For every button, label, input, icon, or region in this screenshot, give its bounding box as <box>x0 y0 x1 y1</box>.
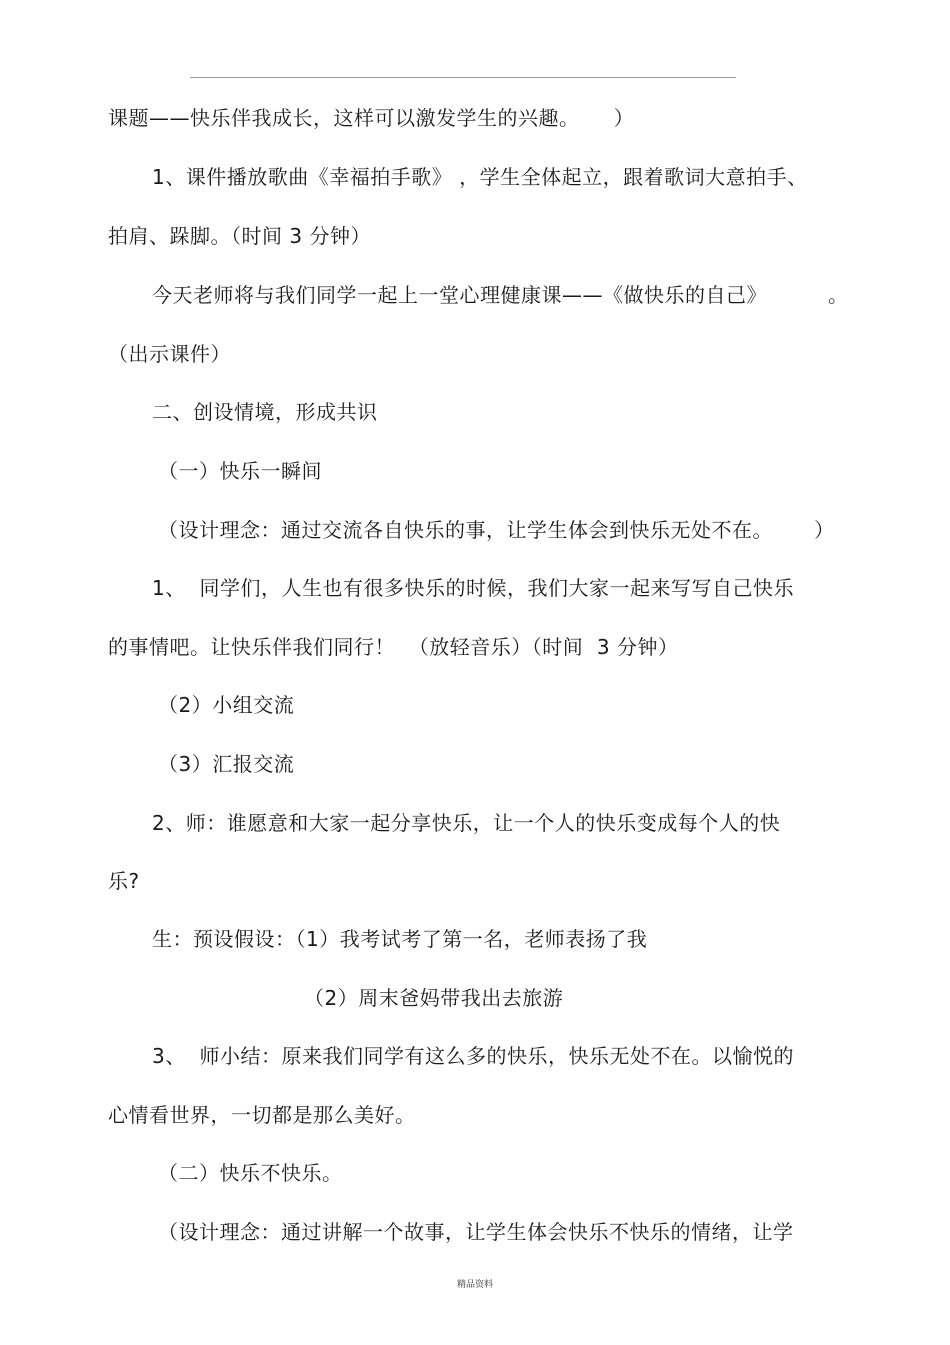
text-line: 2、师：谁愿意和大家一起分享快乐，让一个人的快乐变成每个人的快 <box>152 811 781 835</box>
text-line: 心情看世界，一切都是那么美好。 <box>108 1103 416 1127</box>
text-line: （3）汇报交流 <box>158 752 295 776</box>
text-line: 拍肩、跺脚。（时间 3 分钟） <box>108 224 371 248</box>
text-line: （出示课件） <box>108 342 231 366</box>
text-line: 的事情吧。让快乐伴我们同行！ （放轻音乐）（时间 3 分钟） <box>108 635 679 659</box>
text-line: 生：预设假设：（1）我考试考了第一名，老师表扬了我 <box>152 927 648 951</box>
text-line: 今天老师将与我们同学一起上一堂心理健康课——《做快乐的自己》 <box>152 283 767 307</box>
text-line: （2）周末爸妈带我出去旅游 <box>304 986 564 1010</box>
text-line: 1、 同学们，人生也有很多快乐的时候，我们大家一起来写写自己快乐 <box>152 576 794 600</box>
text-line: 课题——快乐伴我成长，这样可以激发学生的兴趣。 ） <box>108 106 635 130</box>
text-line: 3、 师小结：原来我们同学有这么多的快乐，快乐无处不在。以愉悦的 <box>152 1044 794 1068</box>
subsection-heading: （一）快乐一瞬间 <box>158 459 322 483</box>
text-line: （2）小组交流 <box>158 693 295 717</box>
text-line: （设计理念：通过交流各自快乐的事，让学生体会到快乐无处不在。 ） <box>158 518 835 542</box>
subsection-heading: （二）快乐不快乐。 <box>158 1161 343 1185</box>
page-footer: 精品资料 <box>456 1280 493 1290</box>
header-rule <box>190 77 736 78</box>
text-line: 乐? <box>108 869 140 893</box>
text-line: 。 <box>828 283 849 307</box>
section-heading: 二、创设情境，形成共识 <box>152 400 378 424</box>
text-line: 1、课件播放歌曲《幸福拍手歌》 ，学生全体起立，跟着歌词大意拍手、 <box>152 165 808 189</box>
text-line: （设计理念：通过讲解一个故事，让学生体会快乐不快乐的情绪，让学 <box>158 1220 794 1244</box>
